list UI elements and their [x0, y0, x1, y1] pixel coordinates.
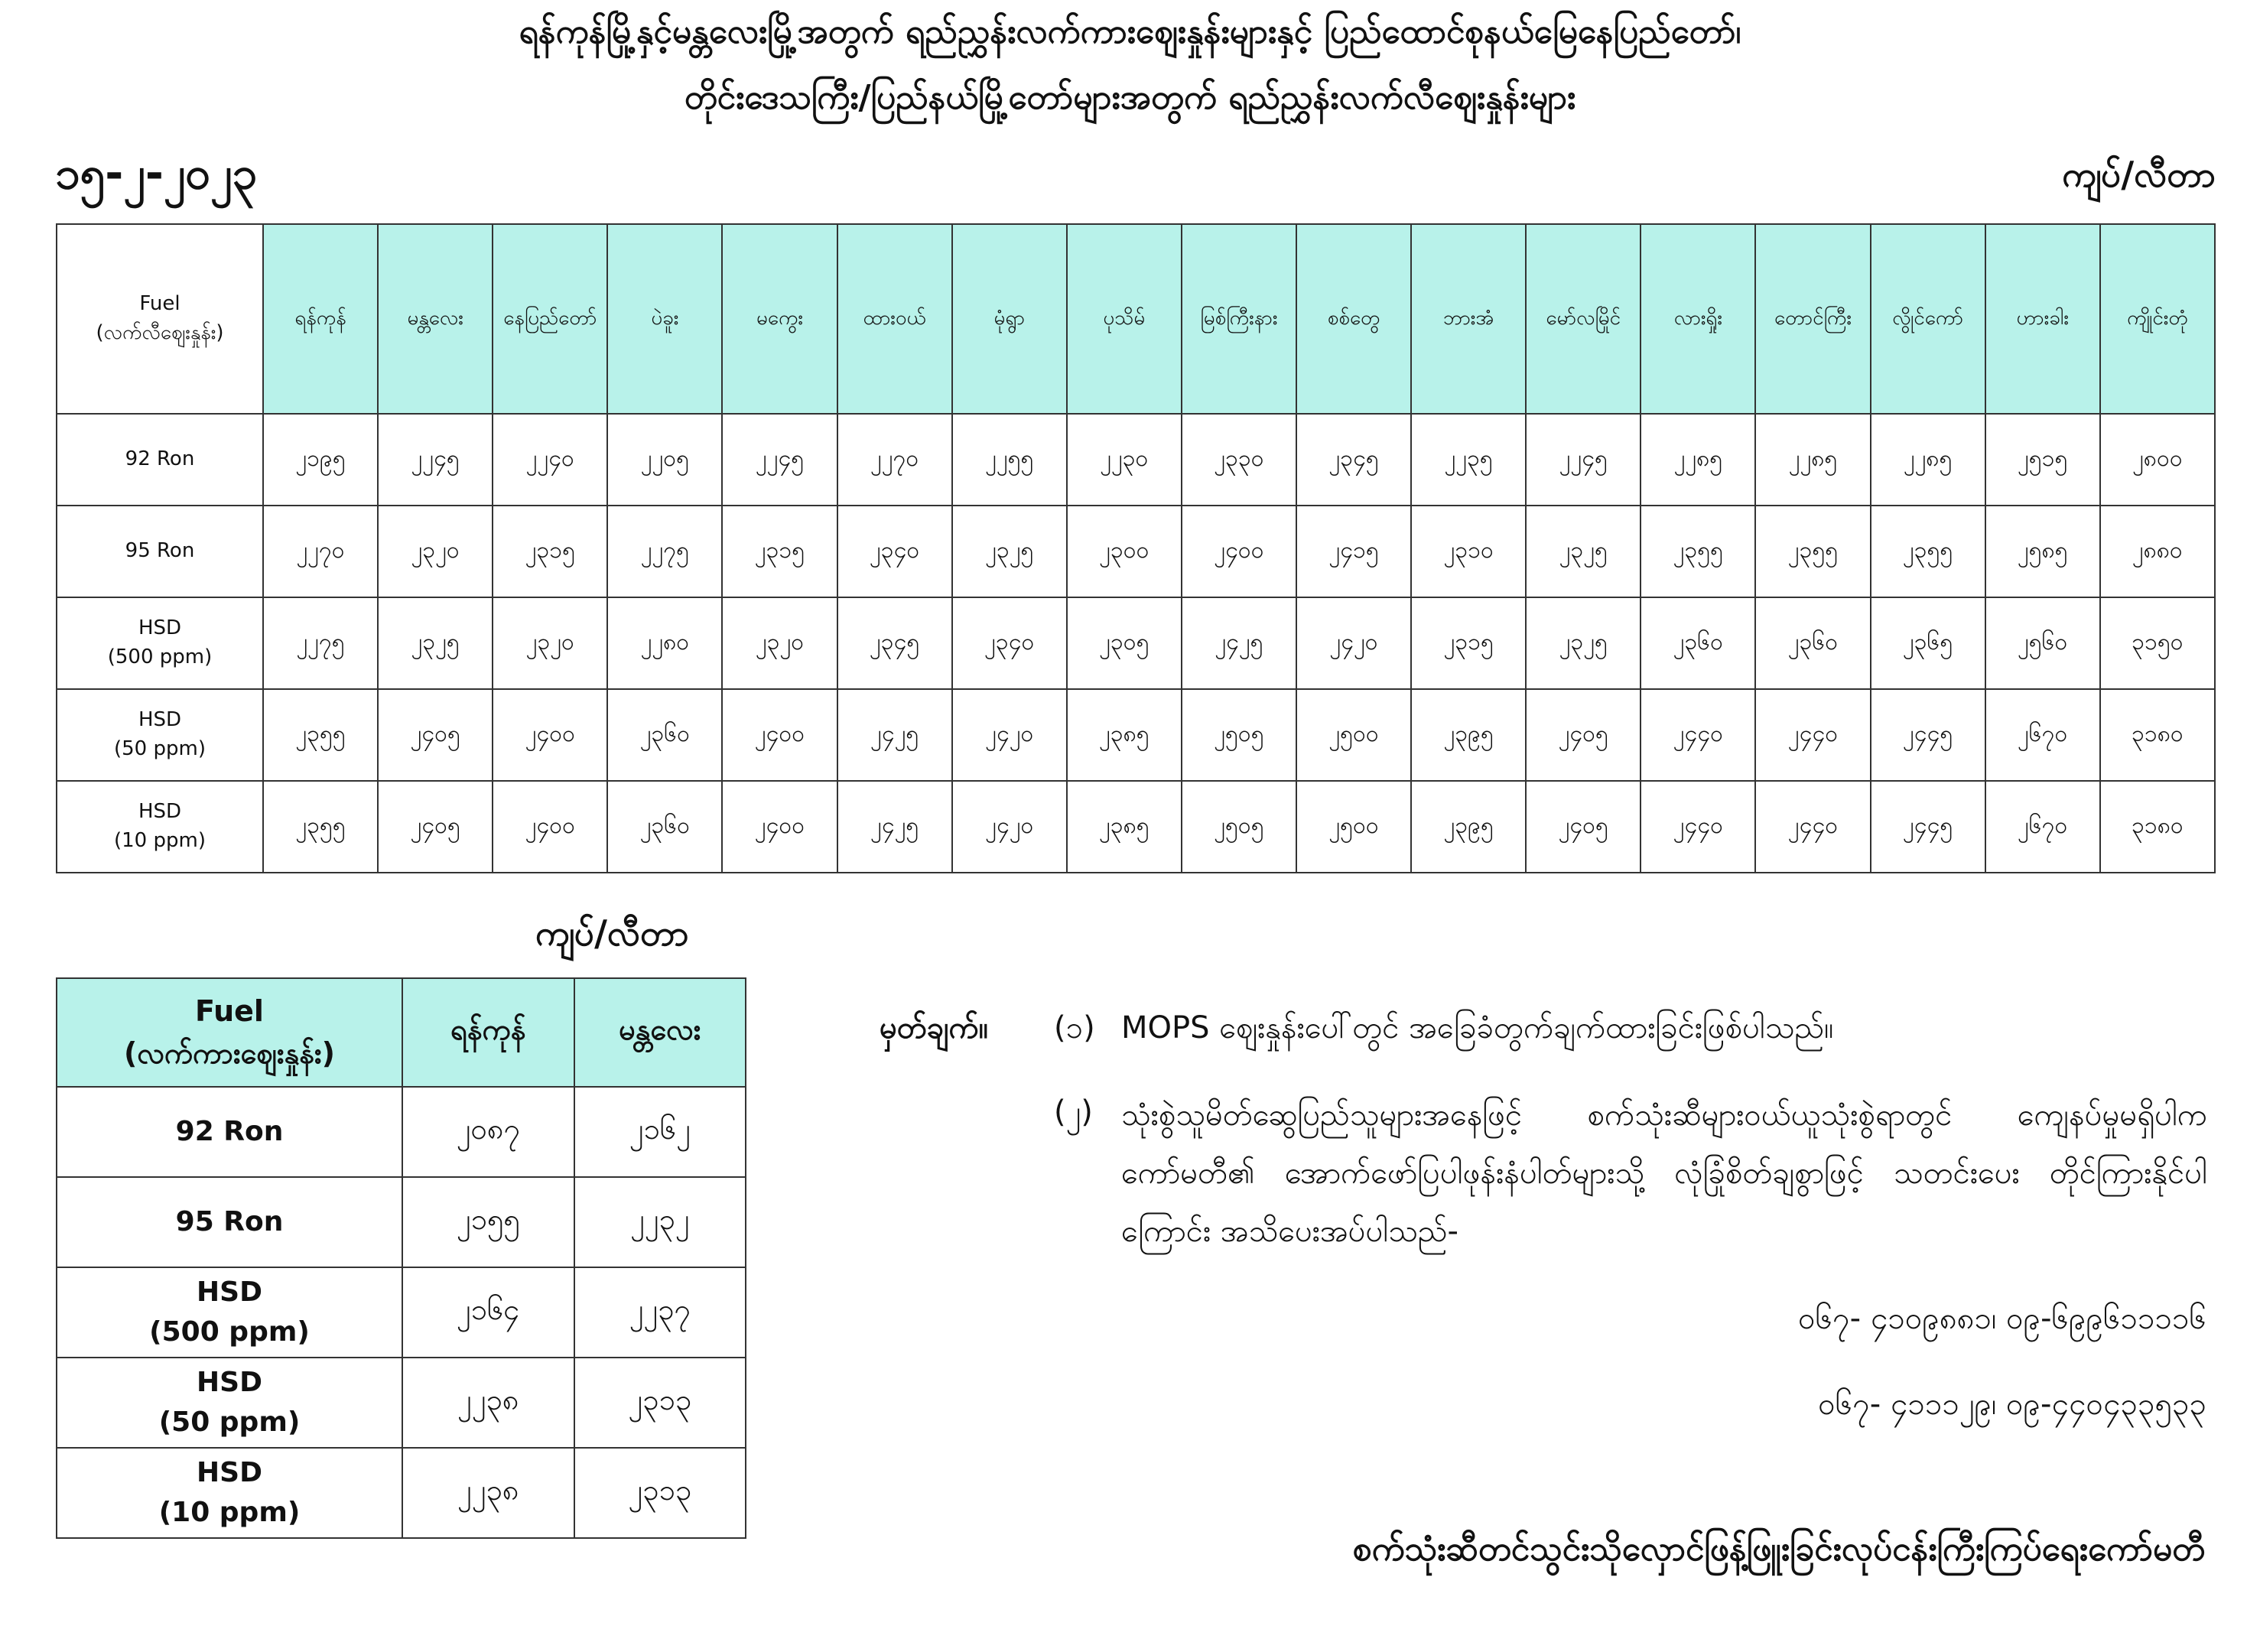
price-cell: ၂၂၇၅	[263, 597, 378, 689]
price-cell: ၂၂၃၈	[402, 1358, 574, 1448]
retail_table-city-header: မော်လမြိုင်	[1526, 224, 1641, 414]
price-cell: ၂၃၈၅	[1067, 689, 1182, 781]
fuel-type-label	[57, 506, 263, 597]
retail-unit-label: ကျပ်/လီတာ	[2062, 154, 2216, 195]
price-cell: ၂၄၀၀	[722, 781, 837, 873]
price-cell: ၂၃၅၅	[1871, 506, 1985, 597]
fuel-type-name: HSD	[138, 800, 182, 824]
price-date: ၁၅-၂-၂၀၂၃	[55, 147, 258, 199]
price-cell: ၂၂၅၅	[952, 414, 1067, 506]
fuel-type-name: HSD	[138, 708, 182, 732]
fuel-type-grade: (500 ppm)	[107, 646, 213, 668]
table-row	[57, 781, 2215, 873]
fuel-type-name: HSD	[197, 1276, 262, 1308]
price-cell: ၂၄၄၅	[1871, 689, 1985, 781]
price-cell: ၃၁၈၀	[2100, 689, 2215, 781]
price-cell: ၂၃၆၀	[1755, 597, 1870, 689]
table-row	[57, 1267, 746, 1358]
fuel-type-grade: (10 ppm)	[114, 829, 206, 852]
price-cell: ၂၂၄၅	[722, 414, 837, 506]
fuel-type-label	[57, 781, 263, 873]
fuel-type-label	[57, 1087, 402, 1177]
price-cell: ၂၃၆၀	[607, 689, 722, 781]
fuel-type-name: 92 Ron	[125, 447, 195, 471]
retail_table-city-header: လားရှိုး	[1641, 224, 1755, 414]
retail_table-city-header: လွိုင်ကော်	[1871, 224, 1985, 414]
retail_table-city-header: နေပြည်တော်	[493, 224, 607, 414]
note-1-text: MOPS ဈေးနှုန်းပေါ်တွင် အခြေခံတွက်ချက်ထားခြင်းဖြစ်ပါသည်။	[1121, 1010, 1834, 1046]
retail_table-city-header: ရန်ကုန်	[263, 224, 378, 414]
price-cell: ၂၅၈၅	[1985, 506, 2100, 597]
price-cell: ၂၃၅၅	[1641, 506, 1755, 597]
table-row	[57, 1087, 746, 1177]
price-cell: ၂၃၂၅	[952, 506, 1067, 597]
price-cell: ၂၄၄၀	[1755, 689, 1870, 781]
price-cell: ၂၄၂၀	[1296, 597, 1411, 689]
price-cell: ၂၃၂၅	[378, 597, 493, 689]
price-cell: ၂၄၀၅	[378, 689, 493, 781]
notes-label: မှတ်ချက်။	[880, 1010, 988, 1046]
price-cell: ၂၄၄၀	[1641, 689, 1755, 781]
price-cell: ၂၄၄၅	[1871, 781, 1985, 873]
price-cell: ၂၃၈၅	[1067, 781, 1182, 873]
price-cell: ၂၃၆၅	[1871, 597, 1985, 689]
complaint-phone-1: ၀၆၇- ၄၁၀၉၈၈၁၊ ၀၉-၆၉၉၆၁၁၁၁၆	[1798, 1301, 2206, 1336]
price-cell: ၂၃၆၀	[607, 781, 722, 873]
fuel-type-name: 92 Ron	[175, 1115, 284, 1147]
price-cell: ၂၃၂၀	[493, 597, 607, 689]
retail-fuel-header-line2: (လက်လီဈေးနှုန်း)	[96, 321, 224, 344]
table-row	[57, 1448, 746, 1538]
price-cell: ၂၄၀၅	[1526, 689, 1641, 781]
fuel-type-grade: (10 ppm)	[158, 1497, 301, 1528]
page-title-line-1: ရန်ကုန်မြို့နှင့်မန္တလေးမြို့အတွက် ရည်ညွှန်းလက်ကားဈေးနှုန်းများနှင့် ပြည်ထောင်စုနယ်မြေနေပြည်တော်၊	[519, 12, 1741, 51]
retail_table-city-header: ဘားအံ	[1411, 224, 1526, 414]
price-cell: ၂၃၉၅	[1411, 689, 1526, 781]
price-cell: ၂၂၄၀	[493, 414, 607, 506]
price-cell: ၂၈၀၀	[2100, 414, 2215, 506]
price-cell: ၂၂၃၂	[574, 1177, 746, 1267]
price-cell: ၂၄၁၅	[1296, 506, 1411, 597]
price-cell: ၂၃၁၅	[1411, 597, 1526, 689]
price-cell: ၂၂၄၅	[1526, 414, 1641, 506]
price-cell: ၂၂၃၇	[574, 1267, 746, 1358]
price-cell: ၂၂၀၅	[607, 414, 722, 506]
price-cell: ၂၆၇၀	[1985, 781, 2100, 873]
fuel-type-label	[57, 1177, 402, 1267]
price-cell: ၂၁၅၅	[402, 1177, 574, 1267]
price-cell: ၂၃၆၀	[1641, 597, 1755, 689]
note-2-number: (၂)	[1054, 1094, 1093, 1130]
price-cell: ၂၄၂၅	[837, 781, 952, 873]
wholesale-fuel-header-line2: (လက်ကားဈေးနှုန်း)	[124, 1036, 335, 1070]
price-cell: ၂၂၈၅	[1871, 414, 1985, 506]
fuel-type-label	[57, 597, 263, 689]
price-cell: ၂၂၈၀	[607, 597, 722, 689]
price-cell: ၂၄၀၀	[1182, 506, 1296, 597]
fuel-type-grade: (50 ppm)	[114, 737, 206, 760]
price-cell: ၂၃၉၅	[1411, 781, 1526, 873]
table-row	[57, 506, 2215, 597]
price-cell: ၂၂၇၀	[263, 506, 378, 597]
retail_table-city-header: စစ်တွေ	[1296, 224, 1411, 414]
retail_table-city-header: ကျိုင်းတုံ	[2100, 224, 2215, 414]
price-cell: ၂၅၁၅	[1985, 414, 2100, 506]
retail_table-city-header: မကွေး	[722, 224, 837, 414]
price-cell: ၂၂၃၀	[1067, 414, 1182, 506]
price-cell: ၂၂၈၅	[1755, 414, 1870, 506]
price-cell: ၂၅၆၀	[1985, 597, 2100, 689]
retail-table-header-row	[57, 224, 2215, 414]
fuel-type-label	[57, 689, 263, 781]
table-row	[57, 1177, 746, 1267]
price-cell: ၂၂၄၅	[378, 414, 493, 506]
retail_table-city-header: မြစ်ကြီးနား	[1182, 224, 1296, 414]
price-cell: ၂၃၄၀	[837, 506, 952, 597]
table-row	[57, 597, 2215, 689]
page-title-line-2: တိုင်းဒေသကြီး/ပြည်နယ်မြို့တော်များအတွက် ရည်ညွှန်းလက်လီဈေးနှုန်းများ	[684, 78, 1576, 117]
price-cell: ၂၅၀၅	[1182, 689, 1296, 781]
price-cell: ၂၄၂၅	[1182, 597, 1296, 689]
price-cell: ၂၁၉၅	[263, 414, 378, 506]
price-cell: ၂၃၄၅	[837, 597, 952, 689]
complaint-phone-2: ၀၆၇- ၄၁၁၁၂၉၊ ၀၉-၄၄၀၄၃၃၅၃၃	[1818, 1387, 2206, 1422]
retail-fuel-header-line1: Fuel	[139, 292, 180, 316]
retail_table-city-header: ပဲခူး	[607, 224, 722, 414]
price-cell: ၂၃၀၀	[1067, 506, 1182, 597]
price-cell: ၂၄၀၀	[722, 689, 837, 781]
price-cell: ၂၃၂၀	[722, 597, 837, 689]
wholesale_table-city-header: မန္တလေး	[574, 978, 746, 1087]
price-cell: ၂၄၀၀	[493, 689, 607, 781]
retail_table-city-header: ထားဝယ်	[837, 224, 952, 414]
retail_table-city-header: ပုသိမ်	[1067, 224, 1182, 414]
price-cell: ၂၂၃၈	[402, 1448, 574, 1538]
fuel-type-name: HSD	[197, 1456, 262, 1488]
wholesale-table-header-row	[57, 978, 746, 1087]
price-cell: ၂၂၃၅	[1411, 414, 1526, 506]
price-cell: ၂၅၀၀	[1296, 781, 1411, 873]
fuel-type-name: 95 Ron	[125, 539, 195, 563]
retail_table-city-header: မန္တလေး	[378, 224, 493, 414]
price-cell: ၂၄၀၅	[378, 781, 493, 873]
retail_table-city-header: မုံရွာ	[952, 224, 1067, 414]
price-cell: ၂၂၇၀	[837, 414, 952, 506]
wholesale_table-city-header: ရန်ကုန်	[402, 978, 574, 1087]
price-cell: ၂၃၁၅	[493, 506, 607, 597]
fuel-type-name: HSD	[138, 616, 182, 640]
price-cell: ၂၃၂၅	[1526, 506, 1641, 597]
price-cell: ၂၅၀၀	[1296, 689, 1411, 781]
price-cell: ၂၄၄၀	[1755, 781, 1870, 873]
price-cell: ၂၈၈၀	[2100, 506, 2215, 597]
price-cell: ၂၆၇၀	[1985, 689, 2100, 781]
price-cell: ၂၃၀၅	[1067, 597, 1182, 689]
note-1-number: (၁)	[1054, 1010, 1095, 1046]
fuel-type-label	[57, 1267, 402, 1358]
price-cell: ၂၃၅၅	[263, 689, 378, 781]
price-cell: ၂၄၂၀	[952, 781, 1067, 873]
price-cell: ၂၄၀၀	[493, 781, 607, 873]
price-cell: ၂၃၁၃	[574, 1358, 746, 1448]
fuel-type-name: 95 Ron	[175, 1205, 284, 1237]
table-row	[57, 1358, 746, 1448]
price-cell: ၂၃၄၀	[952, 597, 1067, 689]
fuel-type-name: HSD	[197, 1366, 262, 1398]
fuel-type-label	[57, 414, 263, 506]
table-row	[57, 414, 2215, 506]
price-cell: ၂၄၂၀	[952, 689, 1067, 781]
price-cell: ၂၁၆၂	[574, 1087, 746, 1177]
retail_table-city-header: ဟားခါး	[1985, 224, 2100, 414]
wholesale-fuel-header-line1: Fuel	[195, 993, 264, 1028]
price-cell: ၂၃၅၅	[263, 781, 378, 873]
price-cell: ၂၃၅၅	[1755, 506, 1870, 597]
price-cell: ၂၅၀၅	[1182, 781, 1296, 873]
retail-table-body	[57, 414, 2215, 873]
fuel-type-grade: (500 ppm)	[149, 1316, 310, 1348]
price-cell: ၂၃၂၀	[378, 506, 493, 597]
fuel-type-label	[57, 1448, 402, 1538]
price-cell: ၂၀၈၇	[402, 1087, 574, 1177]
price-cell: ၂၂၇၅	[607, 506, 722, 597]
fuel-type-label	[57, 1358, 402, 1448]
fuel-type-grade: (50 ppm)	[158, 1406, 301, 1438]
wholesale-table-body	[57, 1087, 746, 1538]
wholesale-fuel-column-header	[57, 978, 402, 1087]
wholesale-unit-label: ကျပ်/လီတာ	[535, 912, 689, 954]
price-cell: ၂၃၂၅	[1526, 597, 1641, 689]
price-cell: ၂၂၈၅	[1641, 414, 1755, 506]
price-cell: ၂၃၁၀	[1411, 506, 1526, 597]
price-cell: ၂၃၁၅	[722, 506, 837, 597]
price-cell: ၃၁၈၀	[2100, 781, 2215, 873]
price-cell: ၂၃၁၃	[574, 1448, 746, 1538]
note-2-text: သုံးစွဲသူမိတ်ဆွေပြည်သူများအနေဖြင့် စက်သုံးဆီများဝယ်ယူသုံးစွဲရာတွင် ကျေနပ်မှုမရှိပါက ကော်မတီ၏ အောက်ဖော်ပြပါဖုန်းနံပါတ်များသို့ လုံခြုံစိတ်ချစွာဖြင့် သတင်းပေး တိုင်ကြားနိုင်ပါကြောင်း အသိပေးအပ်ပါသည်-	[1121, 1098, 2207, 1249]
price-cell: ၂၄၄၀	[1641, 781, 1755, 873]
price-cell: ၂၃၄၅	[1296, 414, 1411, 506]
committee-signature: စက်သုံးဆီတင်သွင်းသိုလှောင်ဖြန့်ဖြူးခြင်းလုပ်ငန်းကြီးကြပ်ရေးကော်မတီ	[1352, 1530, 2205, 1569]
price-cell: ၃၁၅၀	[2100, 597, 2215, 689]
price-cell: ၂၃၃၀	[1182, 414, 1296, 506]
retail-price-table	[56, 223, 2216, 873]
price-cell: ၂၄၂၅	[837, 689, 952, 781]
price-cell: ၂၁၆၄	[402, 1267, 574, 1358]
table-row	[57, 689, 2215, 781]
wholesale-price-table	[56, 977, 746, 1539]
price-cell: ၂၄၀၅	[1526, 781, 1641, 873]
retail-fuel-column-header	[57, 224, 263, 414]
retail_table-city-header: တောင်ကြီး	[1755, 224, 1870, 414]
